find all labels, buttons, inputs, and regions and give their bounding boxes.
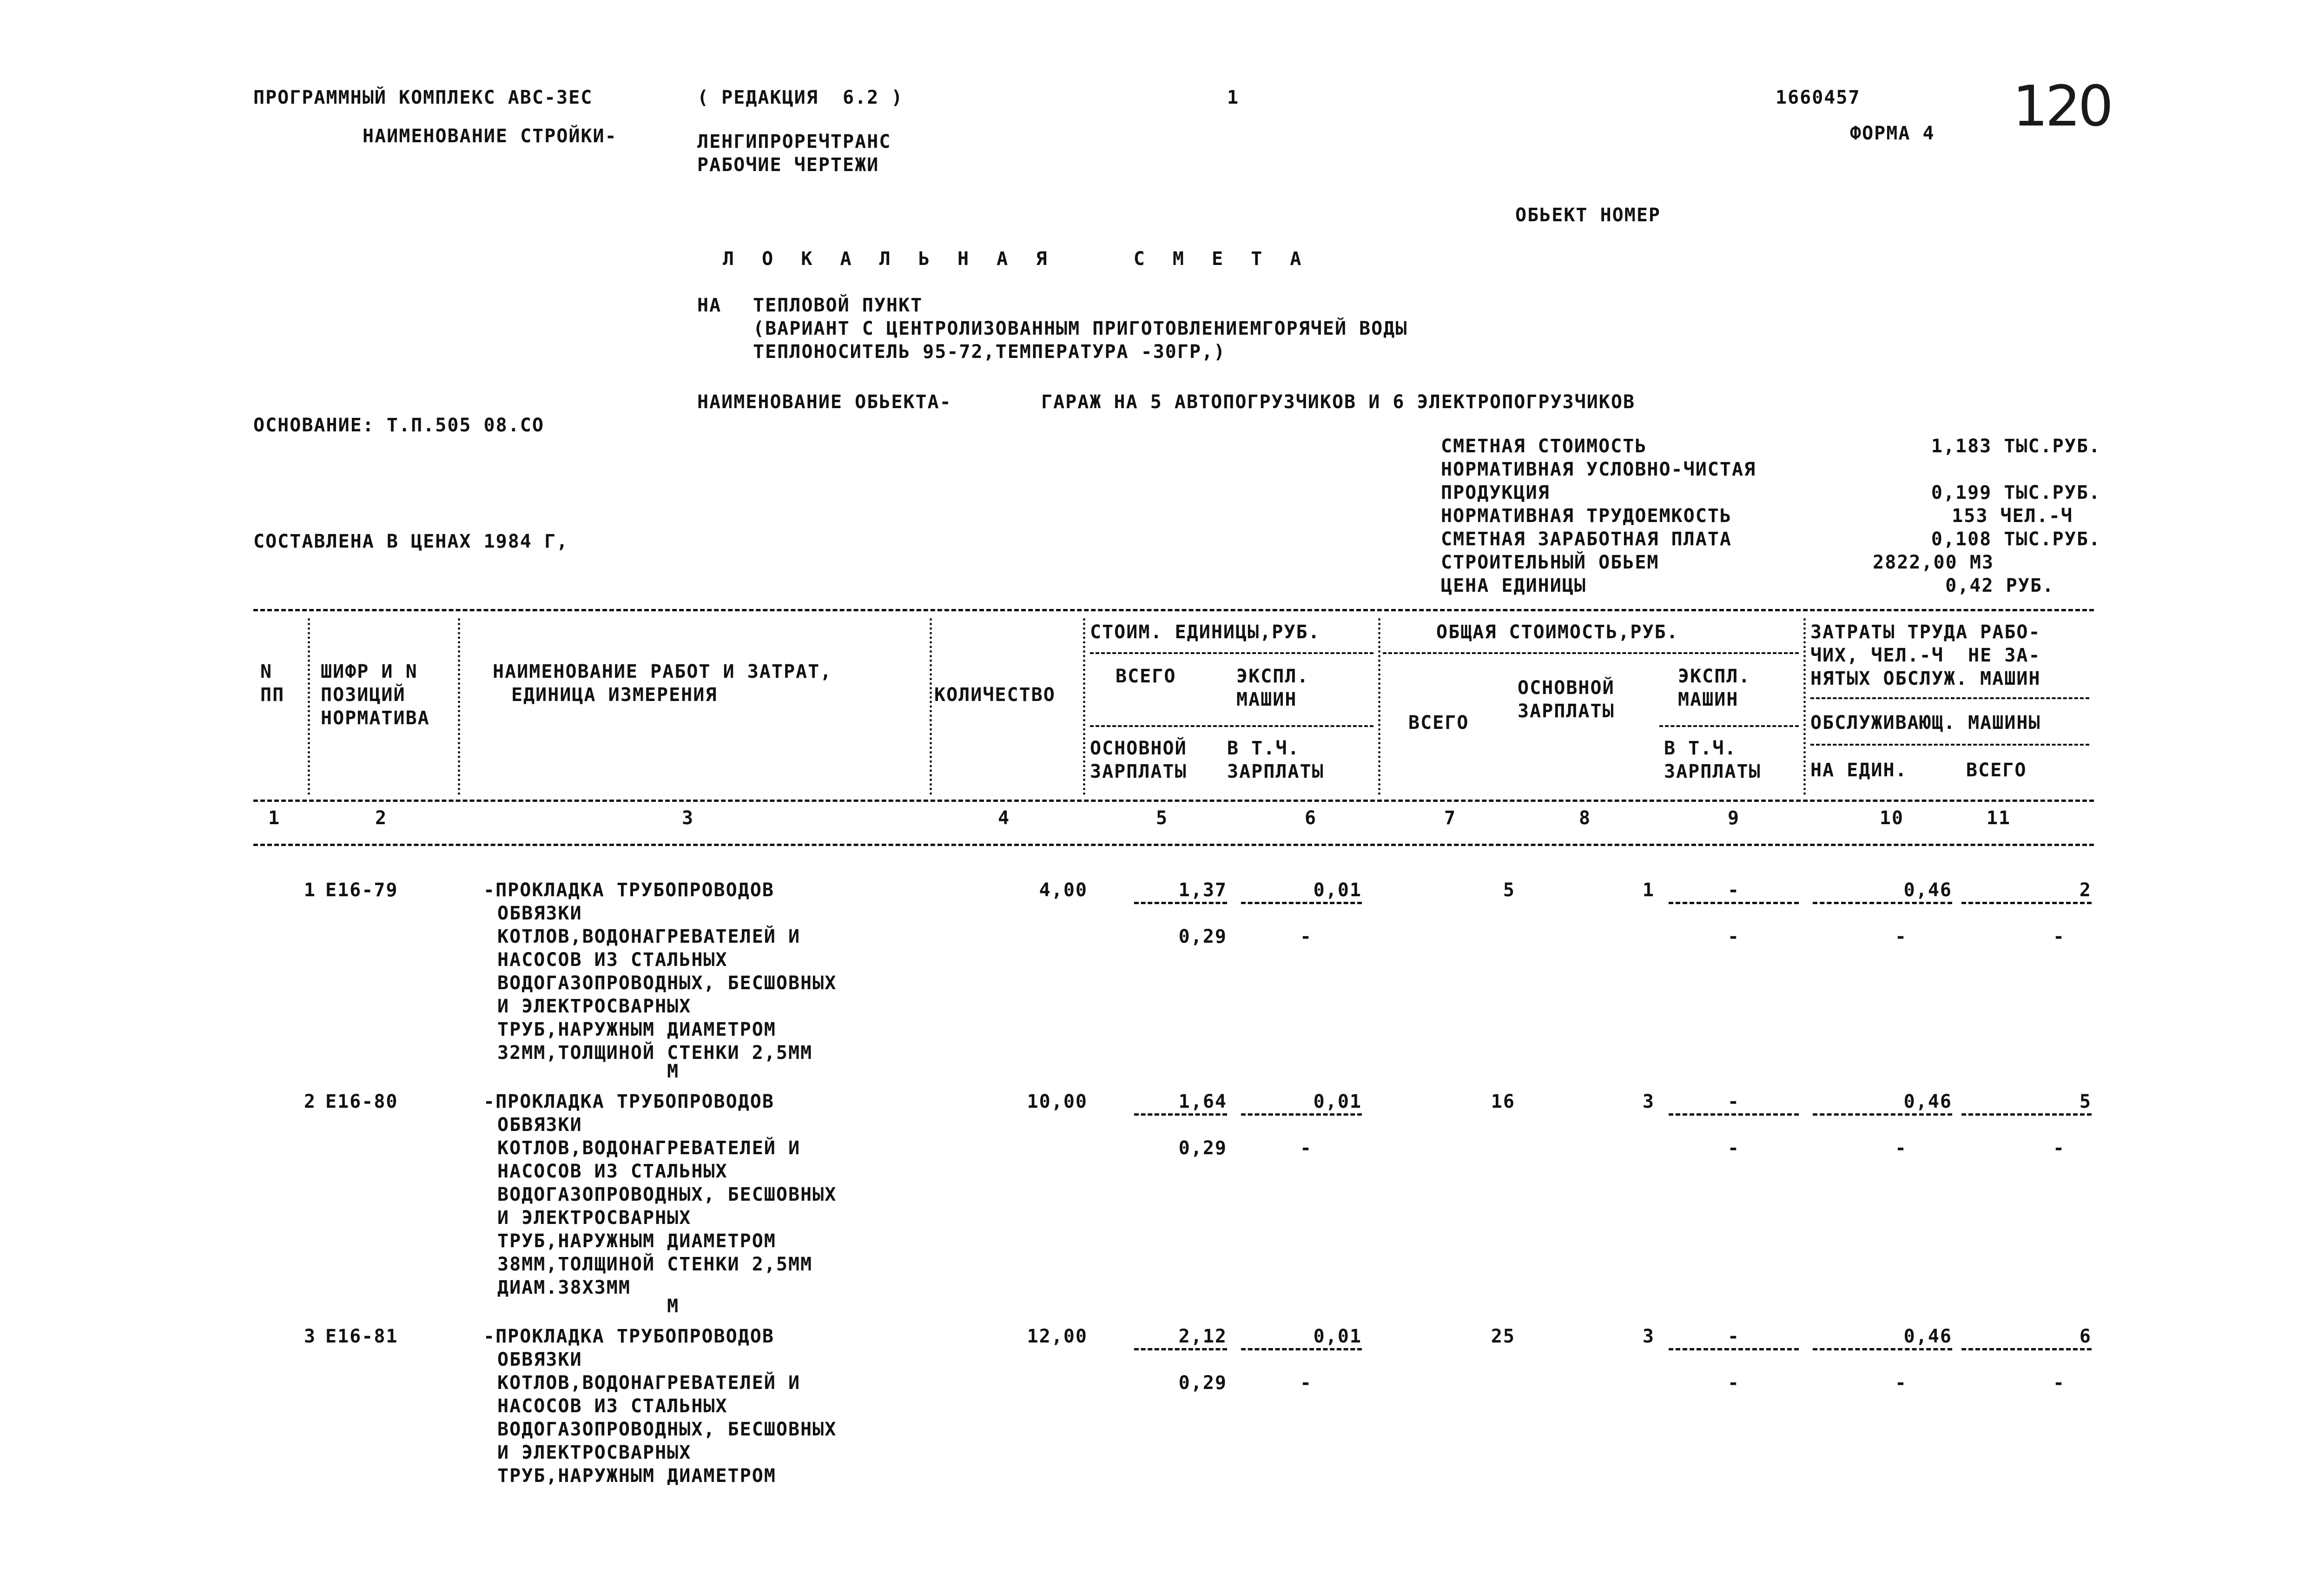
header-col-code: ШИФР И N ПОЗИЦИЙ НОРМАТИВА <box>321 661 430 729</box>
column-separator <box>458 618 460 795</box>
row-total-incl: - <box>1727 1372 1740 1394</box>
header-sub-rule <box>1810 744 2089 746</box>
row-labor-unit: 0,46 <box>1813 879 1952 904</box>
handwritten-page-number: 120 <box>2013 74 2111 139</box>
row-unit-base: 0,29 <box>1178 926 1227 947</box>
summary-label: СМЕТНАЯ СТОИМОСТЬ <box>1441 436 1647 457</box>
row-quantity: 12,00 <box>1027 1326 1088 1347</box>
row-code: Е16-80 <box>325 1091 398 1112</box>
row-labor-machines-total: - <box>2053 1372 2066 1394</box>
row-total-machines: - <box>1669 879 1799 904</box>
column-number: 11 <box>1986 807 2011 829</box>
summary-row <box>1441 458 2101 481</box>
header-sub-rule <box>1090 725 1373 727</box>
row-total: 25 <box>1491 1326 1515 1347</box>
header-labor: ЗАТРАТЫ ТРУДА РАБО- ЧИХ, ЧЕЛ.-Ч НЕ ЗА- НЯТЫХ ОБСЛУЖ. МАШИН <box>1810 622 2041 689</box>
summary-value: 2822,00 М3 <box>1873 552 1994 573</box>
header-labor-all: ВСЕГО <box>1966 760 2027 781</box>
row-quantity: 10,00 <box>1027 1091 1088 1112</box>
row-total-incl: - <box>1727 926 1740 947</box>
object-number: ОБЬЕКТ НОМЕР <box>1515 205 1661 226</box>
row-labor-machines-unit: - <box>1895 1372 1908 1394</box>
summary-label: ПРОДУКЦИЯ <box>1441 482 1550 503</box>
column-number: 9 <box>1727 807 1740 829</box>
column-number: 7 <box>1444 807 1457 829</box>
header-sub-rule <box>1810 697 2089 699</box>
header-labor-per-unit: НА ЕДИН. <box>1810 760 1908 781</box>
summary-label: СТРОИТЕЛЬНЫЙ ОБЬЕМ <box>1441 552 1659 573</box>
row-unit-machines: 0,01 <box>1241 1325 1362 1350</box>
header-col-name: НАИМЕНОВАНИЕ РАБОТ И ЗАТРАТ, ЕДИНИЦА ИЗМЕРЕНИЯ <box>493 661 832 706</box>
row-labor-unit: 0,46 <box>1813 1090 1952 1116</box>
summary-row <box>1441 551 2101 574</box>
row-total: 5 <box>1503 879 1515 901</box>
row-name: -ПРОКЛАДКА ТРУБОПРОВОДОВ ОБВЯЗКИ КОТЛОВ,ВОДОНАГРЕВАТЕЛЕЙ И НАСОСОВ ИЗ СТАЛЬНЫХ ВОДОГАЗОПРОВОДНЫХ, БЕСШОВНЫХ И ЭЛЕКТРОСВАРНЫХ ТРУБ,НАРУЖНЫМ ДИАМЕТРОМ 38ММ,ТОЛЩИНОЙ СТЕНКИ 2,5ММ ДИАМ.38Х3ММ М <box>483 1091 837 1317</box>
summary-value: 0,108 ТЫС.РУБ. <box>1931 529 2101 550</box>
summary-value: 1,183 ТЫС.РУБ. <box>1931 436 2101 457</box>
header-unit-machines: ЭКСПЛ. МАШИН <box>1236 666 1309 710</box>
column-number: 8 <box>1578 807 1591 829</box>
basis: ОСНОВАНИЕ: Т.П.505 08.СО <box>253 415 544 436</box>
row-name: -ПРОКЛАДКА ТРУБОПРОВОДОВ ОБВЯЗКИ КОТЛОВ,ВОДОНАГРЕВАТЕЛЕЙ И НАСОСОВ ИЗ СТАЛЬНЫХ ВОДОГАЗОПРОВОДНЫХ, БЕСШОВНЫХ И ЭЛЕКТРОСВАРНЫХ ТРУБ,НАРУЖНЫМ ДИАМЕТРОМ 32ММ,ТОЛЩИНОЙ СТЕНКИ 2,5ММ М <box>483 879 837 1082</box>
row-total-base: 1 <box>1642 879 1655 901</box>
header-total-incl: В Т.Ч. ЗАРПЛАТЫ <box>1664 738 1761 782</box>
header-total-machines: ЭКСПЛ. МАШИН <box>1678 666 1751 710</box>
title-prefix: НА <box>697 295 722 316</box>
row-total-machines: - <box>1669 1325 1799 1350</box>
column-number: 6 <box>1304 807 1317 829</box>
column-number: 5 <box>1155 807 1169 829</box>
header-unit-cost: СТОИМ. ЕДИНИЦЫ,РУБ. <box>1090 622 1320 643</box>
column-separator <box>1083 618 1085 795</box>
row-labor-machines-unit: - <box>1895 1137 1908 1159</box>
row-total: 16 <box>1491 1091 1515 1112</box>
row-unit-incl: - <box>1300 926 1313 947</box>
column-separator <box>1378 618 1380 795</box>
row-number: 3 <box>304 1326 316 1347</box>
column-number: 1 <box>268 807 281 829</box>
table-top-rule <box>253 609 2094 611</box>
row-code: Е16-81 <box>325 1326 398 1347</box>
row-labor-machines-unit: - <box>1895 926 1908 947</box>
header-unit-total: ВСЕГО <box>1116 666 1176 687</box>
object-label: НАИМЕНОВАНИЕ ОБЬЕКТА- <box>697 391 952 413</box>
column-separator <box>308 618 310 795</box>
prices-year: СОСТАВЛЕНА В ЦЕНАХ 1984 Г, <box>253 531 569 552</box>
form-label: ФОРМА 4 <box>1850 123 1935 144</box>
row-unit-incl: - <box>1300 1372 1313 1394</box>
column-number-rule <box>253 844 2094 846</box>
row-total-base: 3 <box>1642 1091 1655 1112</box>
row-labor-total: 2 <box>1961 879 2092 904</box>
summary-label: НОРМАТИВНАЯ УСЛОВНО-ЧИСТАЯ <box>1441 459 1756 480</box>
row-number: 1 <box>304 879 316 901</box>
row-name: -ПРОКЛАДКА ТРУБОПРОВОДОВ ОБВЯЗКИ КОТЛОВ,ВОДОНАГРЕВАТЕЛЕЙ И НАСОСОВ ИЗ СТАЛЬНЫХ ВОДОГАЗОПРОВОДНЫХ, БЕСШОВНЫХ И ЭЛЕКТРОСВАРНЫХ ТРУБ,НАРУЖНЫМ ДИАМЕТРОМ <box>483 1326 837 1487</box>
row-labor-unit: 0,46 <box>1813 1325 1952 1350</box>
column-separator <box>1803 618 1806 795</box>
row-total-incl: - <box>1727 1137 1740 1159</box>
summary-row <box>1441 574 2101 597</box>
row-labor-machines-total: - <box>2053 926 2066 947</box>
column-separator <box>930 618 932 795</box>
column-number: 2 <box>375 807 388 829</box>
summary-row <box>1441 504 2101 528</box>
row-total-machines: - <box>1669 1090 1799 1116</box>
summary-value: 0,42 РУБ. <box>1945 575 2054 596</box>
row-unit-base: 0,29 <box>1178 1372 1227 1394</box>
header-sub-rule <box>1383 652 1799 654</box>
row-number: 2 <box>304 1091 316 1112</box>
program-name: ПРОГРАММНЫЙ КОМПЛЕКС АВС-3ЕС <box>253 87 593 108</box>
row-code: Е16-79 <box>325 879 398 901</box>
row-unit-total: 2,12 <box>1134 1325 1227 1350</box>
document-title: Л О К А Л Ь Н А Я С М Е Т А <box>723 248 1310 270</box>
title-line-2: (ВАРИАНТ С ЦЕНТРОЛИЗОВАННЫМ ПРИГОТОВЛЕНИЕМГОРЯЧЕЙ ВОДЫ <box>753 318 1408 339</box>
summary-label: НОРМАТИВНАЯ ТРУДОЕМКОСТЬ <box>1441 505 1732 527</box>
header-unit-base-salary: ОСНОВНОЙ ЗАРПЛАТЫ <box>1090 738 1187 782</box>
column-number: 4 <box>997 807 1010 829</box>
header-col-quantity: КОЛИЧЕСТВО <box>934 684 1056 706</box>
header-labor-machines: ОБСЛУЖИВАЮЩ. МАШИНЫ <box>1810 712 2041 734</box>
summary-value: 0,199 ТЫС.РУБ. <box>1931 482 2101 503</box>
row-labor-total: 5 <box>1961 1090 2092 1116</box>
row-quantity: 4,00 <box>1039 879 1088 901</box>
edition: ( РЕДАКЦИЯ 6.2 ) <box>697 87 904 108</box>
title-line-3: ТЕПЛОНОСИТЕЛЬ 95-72,ТЕМПЕРАТУРА -30ГР,) <box>753 341 1226 363</box>
object-name: ГАРАЖ НА 5 АВТОПОГРУЗЧИКОВ И 6 ЭЛЕКТРОПОГРУЗЧИКОВ <box>1041 391 1636 413</box>
page-number: 1 <box>1227 87 1240 108</box>
summary-block <box>1441 435 2101 597</box>
row-unit-machines: 0,01 <box>1241 879 1362 904</box>
header-bottom-rule <box>253 800 2094 802</box>
row-unit-base: 0,29 <box>1178 1137 1227 1159</box>
summary-label: ЦЕНА ЕДИНИЦЫ <box>1441 575 1586 596</box>
row-unit-incl: - <box>1300 1137 1313 1159</box>
row-labor-total: 6 <box>1961 1325 2092 1350</box>
header-col-number: N ПП <box>260 661 285 706</box>
row-unit-total: 1,37 <box>1134 879 1227 904</box>
header-total-all: ВСЕГО <box>1408 712 1469 734</box>
header-unit-incl: В Т.Ч. ЗАРПЛАТЫ <box>1227 738 1324 782</box>
row-labor-machines-total: - <box>2053 1137 2066 1159</box>
title-line-1: ТЕПЛОВОЙ ПУНКТ <box>753 295 923 316</box>
row-total-base: 3 <box>1642 1326 1655 1347</box>
document-code: 1660457 <box>1776 87 1861 108</box>
column-number: 10 <box>1879 807 1904 829</box>
header-sub-rule <box>1659 725 1799 727</box>
construction-subname: РАБОЧИЕ ЧЕРТЕЖИ <box>697 154 879 176</box>
row-unit-machines: 0,01 <box>1241 1090 1362 1116</box>
summary-label: СМЕТНАЯ ЗАРАБОТНАЯ ПЛАТА <box>1441 529 1732 550</box>
header-total-base: ОСНОВНОЙ ЗАРПЛАТЫ <box>1518 677 1615 722</box>
summary-row <box>1441 528 2101 551</box>
summary-row <box>1441 435 2101 458</box>
row-unit-total: 1,64 <box>1134 1090 1227 1116</box>
summary-row <box>1441 481 2101 504</box>
header-sub-rule <box>1090 652 1373 654</box>
summary-value: 153 ЧЕЛ.-Ч <box>1952 505 2073 527</box>
header-total-cost: ОБЩАЯ СТОИМОСТЬ,РУБ. <box>1436 622 1679 643</box>
column-number: 3 <box>681 807 694 829</box>
construction-name: ЛЕНГИПРОРЕЧТРАНС <box>697 131 891 152</box>
construction-label: НАИМЕНОВАНИЕ СТРОЙКИ- <box>363 126 617 147</box>
